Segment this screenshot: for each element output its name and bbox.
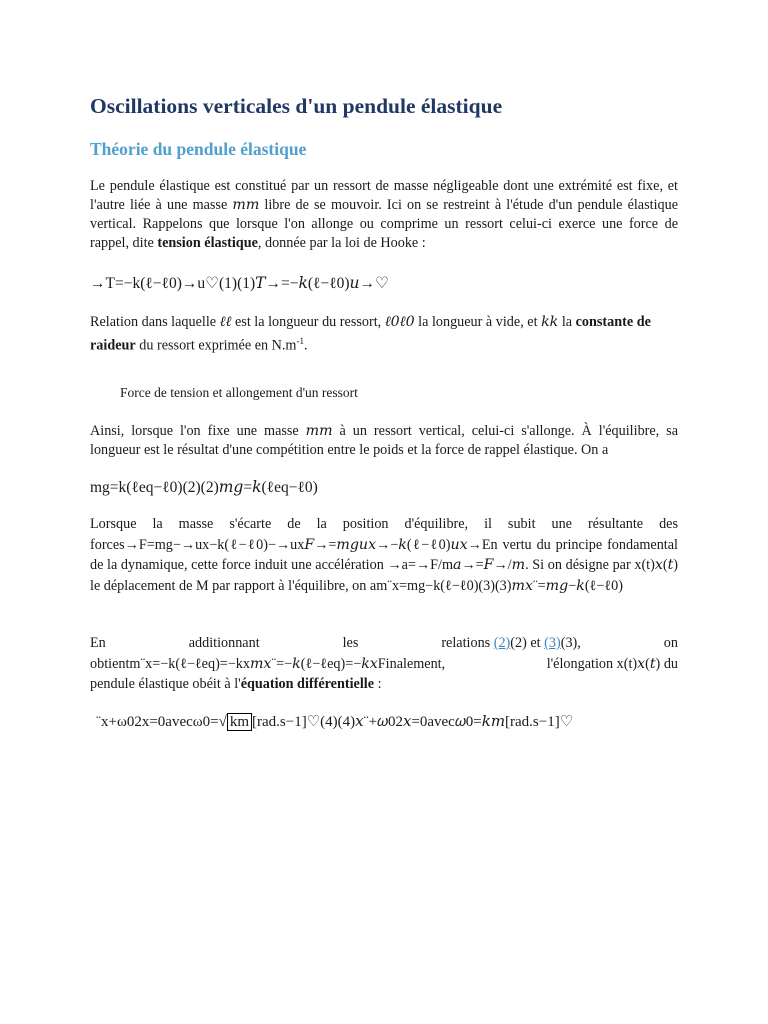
bold-term: équation différentielle (240, 676, 375, 692)
equation-text: →T=−k(ℓ−ℓ0)→u♡(1)(1)𝑇→=−𝑘(ℓ−ℓ0)𝑢→♡ (90, 275, 389, 292)
equation-link-2[interactable]: (2) (493, 635, 511, 651)
math-inline: ℓ0ℓ0 (384, 314, 415, 330)
paragraph-equilibrium (90, 422, 678, 460)
text-run: En vertu du principe fondamental de la dynamique, cette force induit une accélération (90, 536, 678, 573)
math-inline: x(t)𝑥(𝑡) (634, 557, 678, 573)
math-inline: x(t)𝑥(𝑡) (616, 656, 661, 672)
equation-text: ¨x+ω02x=0avecω0=√ (96, 714, 227, 730)
equation-link-3[interactable]: (3) (544, 635, 561, 651)
text-run: relations (441, 635, 494, 651)
bold-term: constante de raideur (90, 314, 651, 354)
equation-text: mg=k(ℓeq−ℓ0)(2)(2)𝑚𝑔=𝑘(ℓeq−ℓ0) (90, 479, 318, 496)
text-run: du ressort exprimée en N.m (135, 337, 297, 354)
text-run: Ainsi, lorsque l'on fixe une masse (90, 423, 306, 439)
math-inline: m𝑚 (232, 197, 260, 213)
math-inline: m¨x=−k(ℓ−ℓeq)=−kx𝑚𝑥¨=−𝑘(ℓ−ℓeq)=−𝑘𝑥 (129, 656, 378, 672)
math-inline: ℓℓ (219, 314, 232, 330)
text-run: à un ressort vertical, celui-ci s'allonge. À l'équilibre, sa longueur est le résultat d'une compétition entre le poids et la force de rappel élastique. On a (90, 423, 678, 458)
paragraph-relation (90, 313, 678, 356)
superscript: -1 (296, 336, 304, 346)
equation-4 (96, 712, 573, 731)
text-run: on (663, 635, 678, 651)
paragraph-dynamics (90, 514, 678, 596)
justified-line (90, 634, 678, 653)
text-line (90, 675, 678, 694)
math-inline: →a=→F/m𝑎→=𝐹→/𝑚 (387, 557, 526, 573)
math-inline: m¨x=mg−k(ℓ−ℓ0)(3)(3)𝑚𝑥¨=𝑚𝑔−𝑘(ℓ−ℓ0) (376, 577, 623, 594)
text-run: . Si on désigne par (525, 557, 635, 573)
text-run: En (90, 635, 106, 651)
section-heading: Théorie du pendule élastique (90, 139, 307, 159)
text-run: . (303, 337, 308, 354)
text-run: les (342, 635, 359, 651)
text-run: est la longueur du ressort, (231, 314, 385, 330)
justified-line (90, 655, 678, 674)
fraction-box: km (227, 713, 252, 731)
text-run: Relation dans laquelle (90, 314, 220, 330)
text-run: Le pendule élastique est constitué par un ressort de masse négligeable dont une extrémité est fixe, et l'autre liée à une masse (90, 178, 678, 213)
text-run: la longueur à vide, et (414, 314, 542, 330)
text-group (90, 655, 445, 674)
text-run: du (660, 656, 678, 672)
text-run: (3), (560, 635, 581, 651)
equation-text: [rad.s−1]♡(4)(4)𝑥¨+𝜔02𝑥=0avec𝜔0=𝑘𝑚[rad.s−1]♡ (252, 714, 574, 730)
page-title: Oscillations verticales d'un pendule élastique (90, 94, 503, 118)
text-run: Finalement, (377, 656, 446, 672)
text-run: libre de se mouvoir. Ici on se restreint à l'étude d'un pendule élastique vertical. Rappelons que lorsque l'on allonge ou comprime un ressort celui-ci exerce une force de rappel, dite (90, 197, 678, 251)
bold-term: tension élastique (157, 235, 258, 251)
text-run: l'élongation (546, 656, 617, 672)
relations-refs (441, 634, 580, 653)
text-run: le déplacement de M par rapport à l'équilibre, on a (90, 577, 377, 594)
paragraph-combination (90, 634, 678, 694)
text-run: : (374, 676, 382, 692)
text-run: Lorsque la masse s'écarte de la position d'équilibre, il subit une résultante des forces (90, 516, 678, 553)
paragraph-intro (90, 177, 678, 253)
math-inline: k𝑘 (541, 314, 559, 330)
text-run: additionnant (188, 635, 260, 651)
text-run: (2) et (510, 635, 545, 651)
math-inline: m𝑚 (305, 423, 333, 439)
equation-1 (90, 274, 389, 293)
math-inline: →F=mg−→ux−k(ℓ−ℓ0)−→ux𝐹→=𝑚𝑔𝑢𝑥→−𝑘(ℓ−ℓ0)𝑢𝑥→ (124, 536, 482, 553)
text-run: pendule élastique obéit à l' (90, 676, 241, 692)
text-run: la (558, 314, 576, 330)
text-group (547, 655, 678, 674)
text-run: , donnée par la loi de Hooke : (257, 235, 426, 251)
figure-caption: Force de tension et allongement d'un ressort (120, 385, 358, 400)
equation-2 (90, 478, 318, 497)
text-run: obtient (90, 656, 130, 672)
